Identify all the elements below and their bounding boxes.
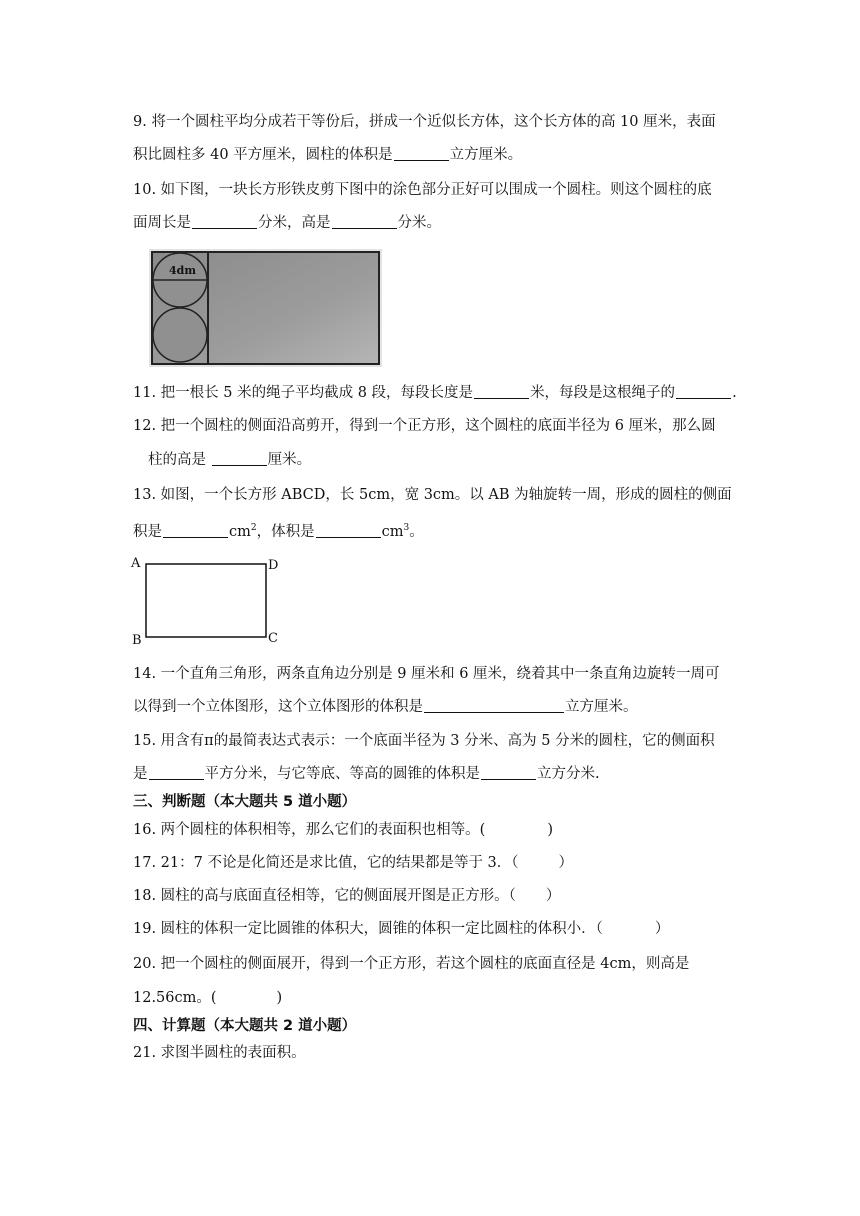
q13-rectangle-abcd <box>128 552 288 646</box>
q9-line1: 9. 将一个圆柱平均分成若干等份后，拼成一个近似长方体，这个长方体的高 10 厘米，表面 <box>133 114 716 130</box>
q18-line: 18. 圆柱的高与底面直径相等，它的侧面展开图是正方形。（ ） <box>133 888 561 904</box>
answer-blank[interactable] <box>676 384 731 399</box>
q16-line: 16. 两个圆柱的体积相等，那么它们的表面积也相等。( ) <box>133 822 553 838</box>
q12-line1: 12. 把一个圆柱的侧面沿高剪开，得到一个正方形，这个圆柱的底面半径为 6 厘米，那么圆 <box>133 418 716 434</box>
q20-line2: 12.56cm。( ) <box>133 990 283 1006</box>
section-heading-judgment: 三、判断题（本大题共 5 道小题） <box>133 794 357 810</box>
q9-line2: 积比圆柱多 40 平方厘米，圆柱的体积是 立方厘米。 <box>133 147 523 163</box>
q15-line2: 是 平方分米，与它等底、等高的圆锥的体积是 立方分米. <box>133 766 600 782</box>
q20-line1: 20. 把一个圆柱的侧面展开，得到一个正方形，若这个圆柱的底面直径是 4cm，则高是 <box>133 956 690 972</box>
q11-line: 11. 把一根长 5 米的绳子平均截成 8 段，每段长度是 米，每段是这根绳子的 . <box>133 385 737 401</box>
q10-figure-label: 4dm <box>169 264 196 277</box>
q14-line1: 14. 一个直角三角形，两条直角边分别是 9 厘米和 6 厘米，绕着其中一条直角边旋转一周可 <box>133 666 720 682</box>
section-heading-calculation: 四、计算题（本大题共 2 道小题） <box>133 1018 357 1034</box>
label-d: D <box>268 558 279 573</box>
q10-line2: 面周长是 分米，高是 分米。 <box>133 215 441 231</box>
label-b: B <box>132 633 142 646</box>
answer-blank[interactable] <box>394 146 449 161</box>
q19-line: 19. 圆柱的体积一定比圆锥的体积大，圆锥的体积一定比圆柱的体积小．（ ） <box>133 921 670 937</box>
q10-line1: 10. 如下图，一块长方形铁皮剪下图中的涂色部分正好可以围成一个圆柱。则这个圆柱的底 <box>133 182 712 198</box>
answer-blank[interactable] <box>149 765 204 780</box>
q12-line2: 柱的高是 厘米。 <box>148 452 312 468</box>
answer-blank[interactable] <box>332 214 397 229</box>
answer-blank[interactable] <box>474 384 529 399</box>
q10-figure-iron-sheet <box>149 249 382 367</box>
answer-blank[interactable] <box>212 451 267 466</box>
answer-blank[interactable] <box>192 214 257 229</box>
q17-line: 17. 21：7 不论是化简还是求比值，它的结果都是等于 3．（ ） <box>133 855 574 871</box>
q13-line2: 积是 $cm^2$，体积是 $cm^3$。 <box>133 523 424 540</box>
q13-line1: 13. 如图，一个长方形 ABCD，长 5cm，宽 3cm。以 AB 为轴旋转一周，形成的圆柱的侧面 <box>133 487 732 503</box>
q21-line: 21. 求图半圆柱的表面积。 <box>133 1045 306 1061</box>
q15-line1: 15. 用含有π的最简表达式表示：一个底面半径为 3 分米、高为 5 分米的圆柱，它的侧面积 <box>133 733 715 749</box>
q14-line2: 以得到一个立体图形，这个立体图形的体积是 立方厘米。 <box>133 699 638 715</box>
answer-blank[interactable] <box>163 523 228 538</box>
answer-blank[interactable] <box>481 765 536 780</box>
label-c: C <box>268 631 278 646</box>
answer-blank[interactable] <box>316 523 381 538</box>
answer-blank[interactable] <box>424 698 564 713</box>
label-a: A <box>131 556 141 571</box>
